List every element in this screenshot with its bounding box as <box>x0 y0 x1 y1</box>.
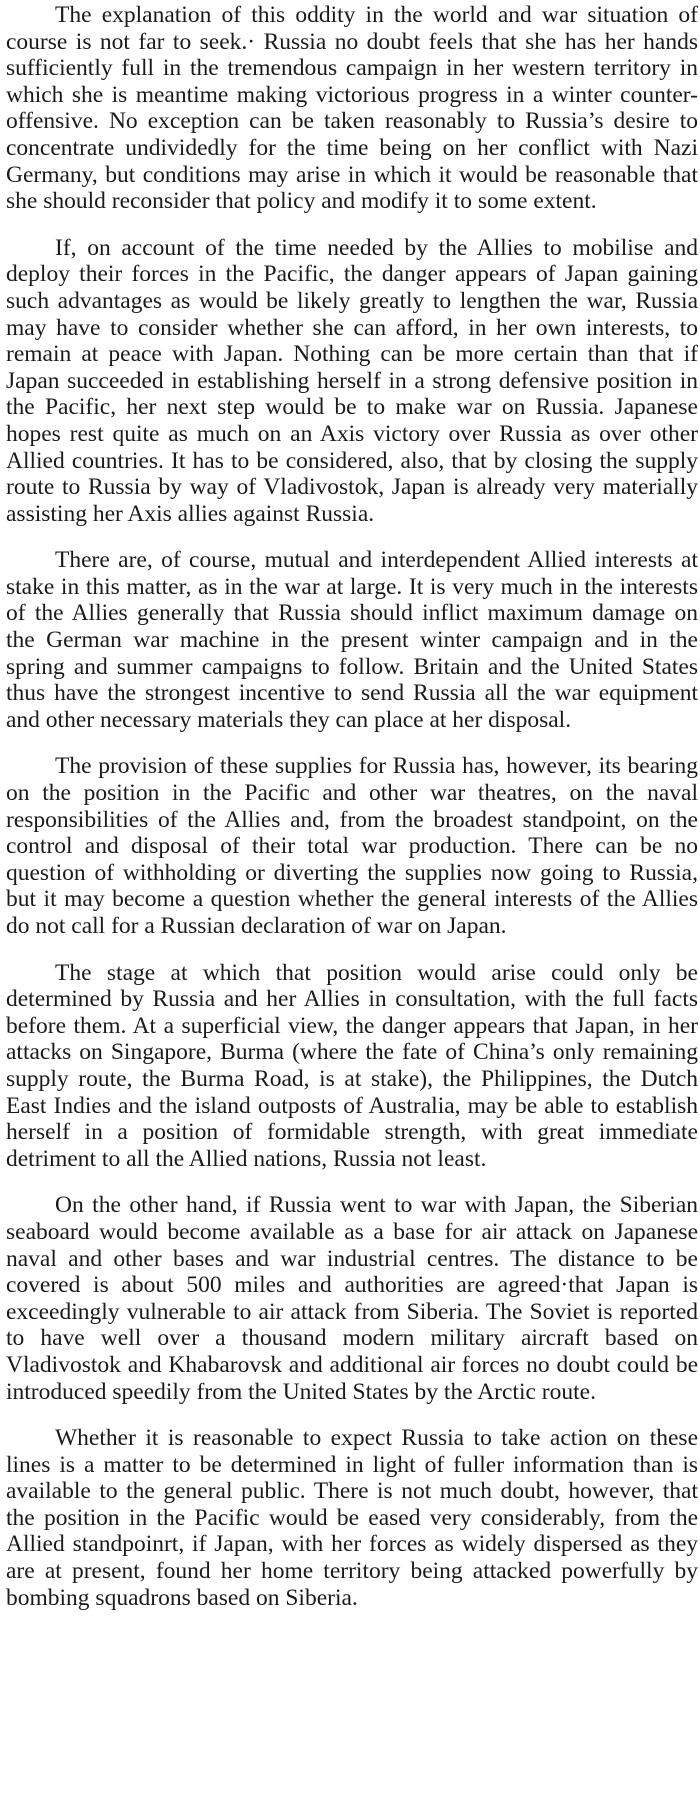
paragraph-4: The provision of these supplies for Russia has, however, its bearing on the position in the Pacific and other war theatres, on the naval responsibilities of the Allies and, from the broadest standpoint, on the control and disposal of their total war production. There can be no question of withholding or diverting the supplies now going to Russia, but it may become a question whether the general interests of the Allies do not call for a Russian declaration of war on Japan. <box>6 753 698 939</box>
paragraph-3: There are, of course, mutual and interdependent Allied interests at stake in this matter, as in the war at large. It is very much in the interests of the Allies generally that Russia should inflict maximum damage on the German war machine in the present winter campaign and in the spring and summer campaigns to follow. Britain and the United States thus have the strongest incentive to send Russia all the war equipment and other necessary materials they can place at her disposal. <box>6 547 698 733</box>
paragraph-6: On the other hand, if Russia went to war with Japan, the Siberian seaboard would become available as a base for air attack on Japanese naval and other bases and war industrial centres. The distance to be covered is about 500 miles and authorities are agreed·that Japan is exceedingly vulnerable to air attack from Siberia. The Soviet is reported to have well over a thousand modern military aircraft based on Vladivostok and Khabarovsk and additional air forces no doubt could be introduced speedily from the United States by the Arctic route. <box>6 1192 698 1405</box>
paragraph-1: The explanation of this oddity in the world and war situation of course is not far to seek.· Russia no doubt feels that she has her hands sufficiently full in the tremendous campaign in her western territory in which she is meantime making victorious progress in a winter counter-offensive. No exception can be taken reasonably to Russia’s desire to concentrate undividedly for the time being on her conflict with Nazi Germany, but conditions may arise in which it would be reasonable that she should reconsider that policy and modify it to some extent. <box>6 2 698 215</box>
paragraph-5: The stage at which that position would arise could only be determined by Russia and her Allies in consultation, with the full facts before them. At a superficial view, the danger appears that Japan, in her attacks on Singapore, Burma (where the fate of China’s only remaining supply route, the Burma Road, is at stake), the Philippines, the Dutch East Indies and the island outposts of Australia, may be able to establish herself in a position of formidable strength, with great immediate detriment to all the Allied nations, Russia not least. <box>6 959 698 1172</box>
paragraph-7: Whether it is reasonable to expect Russia to take action on these lines is a matter to be determined in light of fuller information than is available to the general public. There is not much doubt, however, that the position in the Pacific would be eased very considerably, from the Allied standpoinrt, if Japan, with her forces as widely dispersed as they are at present, found her home territory being attacked powerfully by bombing squadrons based on Siberia. <box>6 1425 698 1611</box>
paragraph-2: If, on account of the time needed by the Allies to mobilise and deploy their forces in the Pacific, the danger appears of Japan gaining such advantages as would be likely greatly to lengthen the war, Russia may have to consider whether she can afford, in her own interests, to remain at peace with Japan. Nothing can be more certain than that if Japan succeeded in establishing herself in a strong defensive position in the Pacific, her next step would be to make war on Russia. Japanese hopes rest quite as much on an Axis victory over Russia as over other Allied countries. It has to be considered, also, that by closing the supply route to Russia by way of Vladivostok, Japan is already very materially assisting her Axis allies against Russia. <box>6 234 698 527</box>
